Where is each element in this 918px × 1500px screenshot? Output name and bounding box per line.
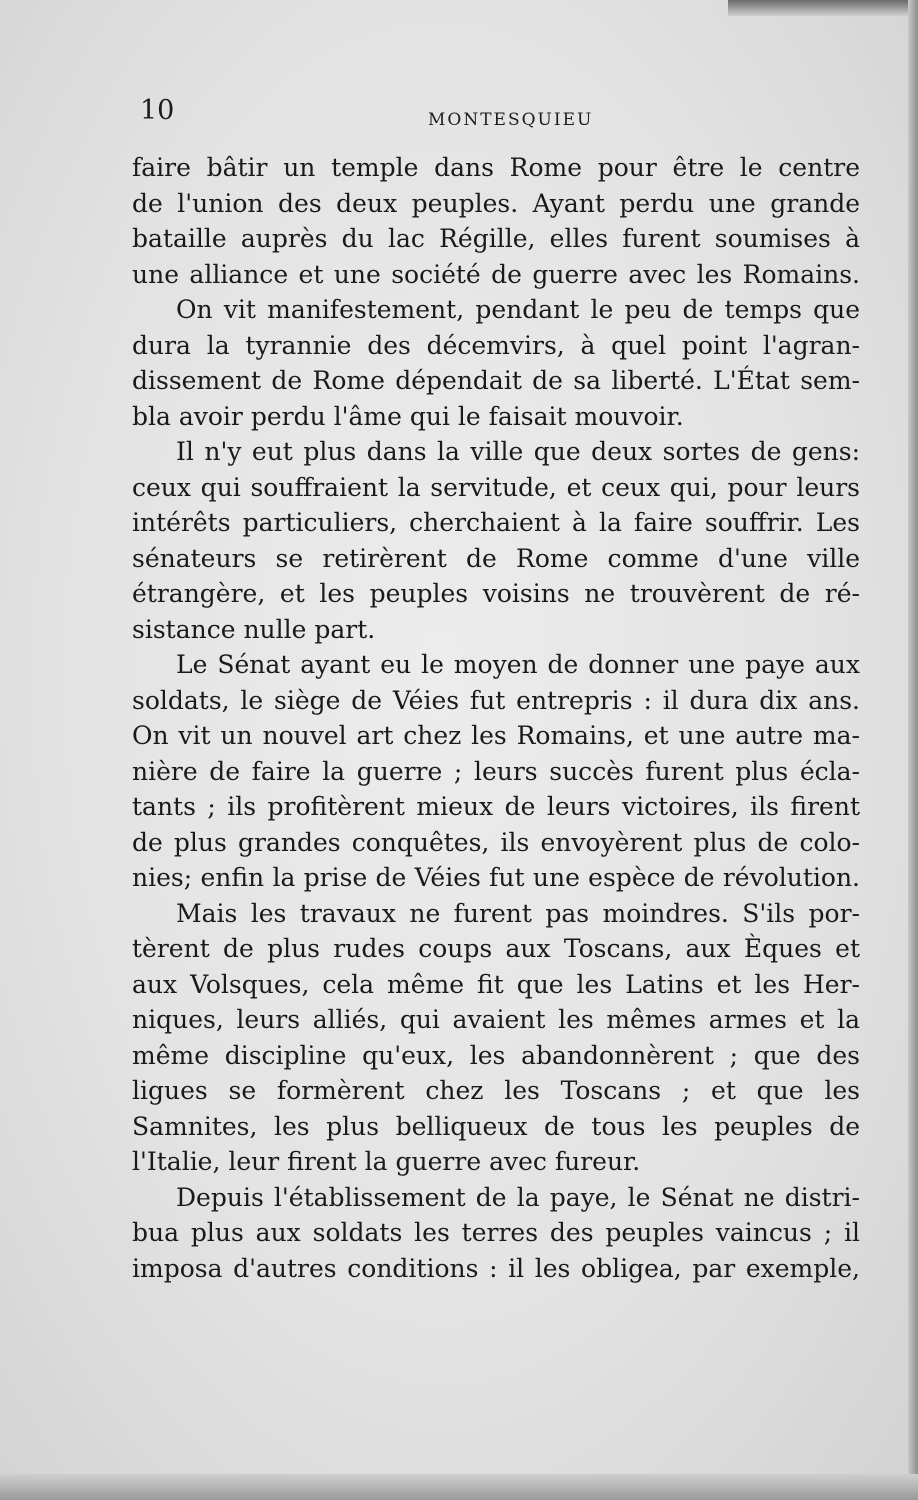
text-line: faire bâtir un temple dans Rome pour être le centre — [132, 153, 860, 182]
page-number: 10 — [140, 95, 175, 126]
text-line: dura la tyrannie des décemvirs, à quel point l'agran- — [132, 330, 860, 360]
text-line: l'Italie, leur firent la guerre avec fureur. — [132, 1147, 641, 1176]
text-line: dissement de Rome dépendait de sa liberté. L'État sem- — [132, 366, 860, 395]
text-line: ligues se formèrent chez les Toscans ; et que les — [132, 1076, 860, 1105]
text-line: On vit manifestement, pendant le peu de temps que — [176, 295, 860, 324]
text-line: Mais les travaux ne furent pas moindres. S'ils por- — [176, 898, 860, 928]
text-line: de plus grandes conquêtes, ils envoyèrent plus de colo- — [132, 827, 860, 857]
text-line: Samnites, les plus belliqueux de tous les peuples de — [132, 1111, 860, 1141]
text-line: soldats, le siège de Véies fut entrepris : il dura dix ans. — [132, 685, 860, 715]
text-line: une alliance et une société de guerre avec les Romains. — [132, 259, 860, 289]
text-line: sistance nulle part. — [132, 614, 376, 644]
text-line: imposa d'autres conditions : il les obligea, par exemple, — [132, 1253, 860, 1283]
page-edge-top — [728, 0, 918, 16]
text-line: On vit un nouvel art chez les Romains, et une autre ma- — [132, 721, 860, 750]
page-edge-bottom — [0, 1474, 918, 1500]
text-line: bla avoir perdu l'âme qui le faisait mouvoir. — [132, 401, 684, 431]
text-line: tants ; ils profitèrent mieux de leurs victoires, ils firent — [132, 792, 860, 821]
text-line: sénateurs se retirèrent de Rome comme d'une ville — [132, 543, 860, 573]
text-line: tèrent de plus rudes coups aux Toscans, aux Èques et — [132, 934, 860, 963]
text-line: Le Sénat ayant eu le moyen de donner une paye aux — [176, 650, 860, 679]
text-line: de l'union des deux peuples. Ayant perdu une grande — [132, 188, 860, 218]
text-line: aux Volsques, cela même fit que les Latins et les Her- — [132, 969, 860, 999]
text-line: bua plus aux soldats les terres des peuples vaincus ; il — [132, 1218, 860, 1247]
text-line: nies; enfin la prise de Véies fut une espèce de révolution. — [132, 863, 860, 892]
text-line: étrangère, et les peuples voisins ne trouvèrent de ré- — [132, 579, 860, 608]
text-line: bataille auprès du lac Régille, elles furent soumises à — [132, 224, 860, 253]
text-line: niques, leurs alliés, qui avaient les mêmes armes et la — [132, 1005, 860, 1034]
text-line: nière de faire la guerre ; leurs succès furent plus écla- — [132, 756, 860, 786]
text-line: même discipline qu'eux, les abandonnèrent ; que des — [132, 1040, 860, 1070]
text-line: Il n'y eut plus dans la ville que deux sortes de gens: — [176, 437, 860, 466]
text-line: ceux qui souffraient la servitude, et ceux qui, pour leurs — [132, 472, 860, 502]
body-text — [132, 150, 860, 1286]
running-title: MONTESQUIEU — [428, 110, 594, 130]
page-edge-right — [908, 0, 918, 1500]
text-line: intérêts particuliers, cherchaient à la faire souffrir. Les — [132, 508, 860, 537]
text-line: Depuis l'établissement de la paye, le Sénat ne distri- — [176, 1182, 860, 1212]
